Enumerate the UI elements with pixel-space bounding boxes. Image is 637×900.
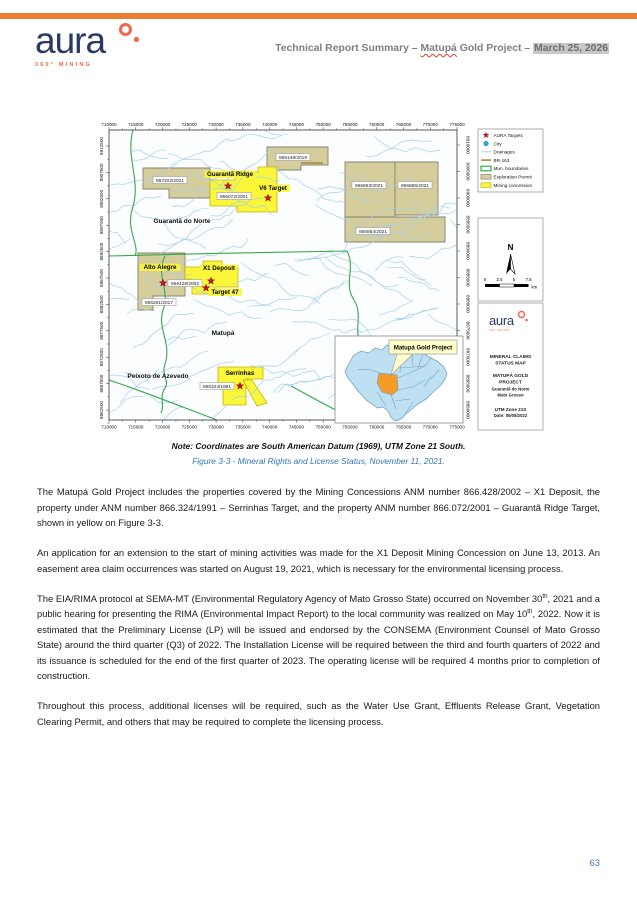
- scale-tick-label: 5: [512, 277, 516, 282]
- municipality-label: Peixoto de Azevedo: [127, 373, 189, 380]
- paragraph-4: Throughout this process, additional licenses will be required, such as the Water Use Grant, Effluents Release Grant, Vegetation Clearing Permit, and others that may be required to complete the licensing process.: [37, 700, 600, 727]
- svg-text:8895000: 8895000: [465, 215, 471, 234]
- scale-tick-label: 2.5: [496, 277, 503, 282]
- svg-text:8867500: 8867500: [99, 374, 104, 393]
- claim-number-label: 866324/1991: [202, 384, 232, 390]
- figure-map: [95, 118, 545, 433]
- svg-text:735000: 735000: [235, 122, 251, 127]
- svg-text:740000: 740000: [261, 424, 278, 430]
- svg-text:8905000: 8905000: [465, 162, 471, 181]
- legend-label: BR-163: [493, 157, 510, 163]
- legend-label: Exploration Permit: [493, 174, 532, 180]
- map-title-line: PROJECT: [499, 380, 522, 386]
- svg-text:760000: 760000: [369, 424, 385, 430]
- target-label: Alto Alegre: [143, 264, 177, 271]
- svg-text:720000: 720000: [154, 424, 171, 430]
- legend-city-icon: [484, 141, 489, 146]
- svg-text:8910000: 8910000: [465, 136, 471, 154]
- north-scale-panel: [478, 218, 543, 301]
- scale-unit-label: km: [531, 284, 538, 290]
- claim-number-label: 866428/2002: [170, 281, 200, 287]
- header-title-prefix: Technical Report Summary –: [275, 43, 421, 54]
- svg-text:8872500: 8872500: [99, 348, 104, 367]
- svg-text:8865000: 8865000: [465, 374, 471, 393]
- svg-text:8880000: 8880000: [465, 295, 471, 313]
- svg-text:8887500: 8887500: [99, 269, 104, 287]
- body-text: [37, 484, 600, 744]
- svg-text:750000: 750000: [315, 122, 331, 127]
- svg-text:735000: 735000: [235, 424, 251, 430]
- svg-text:8890000: 8890000: [465, 242, 471, 260]
- ordinal-suffix: th: [542, 592, 548, 600]
- legend-label: City: [493, 141, 502, 147]
- target-label: X1 Deposit: [203, 265, 235, 272]
- municipality-label: Guarantã do Norte: [153, 218, 211, 225]
- header-title: [275, 43, 609, 54]
- page-number: 63: [589, 858, 600, 869]
- scale-tick-label: 0: [483, 277, 487, 282]
- svg-text:775000: 775000: [449, 424, 465, 430]
- claim-number-label: 866261/2017: [144, 300, 174, 306]
- svg-text:730000: 730000: [208, 122, 224, 127]
- map-legend: [478, 129, 543, 192]
- claim-number-label: 866865/2021: [400, 183, 430, 189]
- legend-label: Mun. boundaries: [493, 166, 529, 172]
- claim-number-label: 867202/2021: [155, 178, 185, 184]
- svg-text:8892500: 8892500: [99, 242, 104, 261]
- claim-number-label: 866072/2001: [219, 194, 249, 200]
- svg-text:775000: 775000: [449, 122, 465, 127]
- paragraph-1: The Matupá Gold Project includes the properties covered by the Mining Concessions ANM number 866.428/2002 – X1 Deposit, the property under ANM number 866.324/1991 – Serrinhas Target, and the property ANM number 866.072/2001 – Guarantã Ridge Target, shown in yellow on Figure 3-3.: [37, 486, 600, 528]
- aura-logo-tagline: 360° MINING: [35, 62, 92, 68]
- map-title-line: STATUS MAP: [495, 361, 526, 367]
- svg-text:715000: 715000: [128, 122, 144, 127]
- svg-text:740000: 740000: [261, 122, 278, 127]
- svg-text:8900000: 8900000: [465, 189, 471, 207]
- aura-logo-ring-icon: [119, 23, 132, 36]
- legend-label: AURA Targets: [493, 133, 523, 138]
- paragraph-3-a: The EIA/RIMA protocol at SEMA-MT (Environmental Regulatory Agency of Mato Grosso State) occurred on November 30: [37, 592, 543, 604]
- svg-text:8870000: 8870000: [465, 348, 471, 366]
- legend-label: Mining concession: [493, 182, 533, 188]
- svg-text:8860000: 8860000: [465, 401, 471, 419]
- svg-text:8885000: 8885000: [465, 268, 471, 287]
- scale-tick-label: 7.5: [525, 277, 532, 282]
- svg-text:755000: 755000: [342, 424, 358, 430]
- target-label: Guarantã Ridge: [206, 171, 254, 178]
- svg-text:770000: 770000: [422, 122, 438, 127]
- map-title-line: MINERAL CLAIMS: [489, 355, 532, 360]
- header-title-date: March 25, 2026: [534, 43, 608, 54]
- svg-text:710000: 710000: [101, 424, 117, 430]
- svg-text:725000: 725000: [181, 122, 197, 127]
- svg-text:720000: 720000: [154, 122, 171, 127]
- map-logo-tagline: 360° MINING: [489, 329, 510, 332]
- figure-caption: Figure 3-3 - Mineral Rights and License Status, November 11, 2021.: [192, 456, 445, 466]
- legend-mining-concession-icon: [481, 183, 491, 188]
- svg-text:8902500: 8902500: [99, 189, 104, 208]
- svg-text:8907500: 8907500: [99, 163, 104, 182]
- paragraph-3-c: , 2022. Now it is estimated that the Preliminary License (LP) will be issued and endorsed by the CONSEMA (Environment Counsel of Mato Grosso State) around the third quarter (Q3) of 2022. The Installation License will be required between the third and fourth quarters of 2022 and its issuance is scheduled for the end of the first quarter of 2023. The operating license will be required 4 months prior to completion of construction.: [37, 608, 600, 681]
- target-label: V6 Target: [259, 185, 287, 192]
- legend-mun-boundaries-icon: [481, 166, 491, 171]
- svg-text:730000: 730000: [208, 424, 224, 430]
- figure-note: Note: Coordinates are South American Datum (1969), UTM Zone 21 South.: [171, 441, 466, 451]
- svg-text:745000: 745000: [288, 424, 305, 430]
- aura-logo-text: aura: [35, 20, 106, 61]
- svg-text:8912500: 8912500: [99, 137, 104, 155]
- map-title-line: UTM Zone 21S: [494, 407, 527, 412]
- svg-text:750000: 750000: [315, 424, 331, 430]
- svg-text:770000: 770000: [422, 424, 438, 430]
- svg-text:8877500: 8877500: [99, 321, 104, 340]
- map-logo-text: aura: [489, 313, 514, 328]
- target-label: Serrinhas: [225, 370, 255, 377]
- claim-number-label: 866864/2021: [358, 229, 388, 235]
- brazil-inset-map: [335, 336, 463, 423]
- svg-text:8862500: 8862500: [99, 401, 104, 419]
- svg-text:8875000: 8875000: [465, 321, 471, 340]
- svg-text:725000: 725000: [181, 424, 197, 430]
- target-label: Target 47: [211, 289, 239, 296]
- ordinal-suffix: th: [527, 607, 533, 615]
- legend-label: Drainages: [493, 149, 515, 155]
- paragraph-2: An application for an extension to the start of mining activities was made for the X1 Deposit Mining Concession on June 13, 2013. An easement area claim occurrences was started on August 19, 2021, which is necessary for the environmental licensing process.: [37, 547, 600, 574]
- claim-number-label: 866149/2019: [278, 155, 308, 161]
- map-title-line: Guarantã do Norte: [491, 386, 530, 392]
- inset-callout-label: Matupá Gold Project: [393, 345, 453, 352]
- aura-logo: [35, 22, 155, 74]
- header-accent-bar: [0, 13, 637, 19]
- map-title-line: MATUPÁ GOLD: [492, 374, 529, 379]
- svg-text:8897500: 8897500: [99, 216, 104, 235]
- svg-text:765000: 765000: [395, 122, 412, 127]
- header-title-mid: Gold Project –: [456, 43, 534, 54]
- map-title-line: Mato Grosso: [497, 392, 524, 398]
- header-title-project: Matupá: [420, 43, 457, 54]
- svg-text:760000: 760000: [369, 122, 385, 127]
- paragraph-3: [37, 591, 600, 684]
- svg-text:745000: 745000: [288, 122, 305, 127]
- mineral-claims-map-svg: [95, 118, 545, 433]
- claim-number-label: 866863/2021: [354, 183, 384, 189]
- svg-text:710000: 710000: [101, 122, 117, 127]
- paragraph-3-b: , 2021 and a public hearing for presenting the RIMA (Environmental Impact Report) to the local community was realized on May 10: [37, 592, 600, 619]
- map-logo-dot-icon: [525, 319, 528, 322]
- north-label: N: [507, 243, 514, 252]
- municipality-label: Matupá: [211, 330, 235, 337]
- svg-text:715000: 715000: [128, 424, 144, 430]
- map-title-line: Date: 06/08/2022: [493, 413, 528, 418]
- svg-text:8882500: 8882500: [99, 295, 104, 314]
- legend-exploration-permit-icon: [481, 175, 491, 180]
- map-title-block: [478, 303, 543, 430]
- svg-text:755000: 755000: [342, 122, 358, 127]
- svg-text:765000: 765000: [395, 424, 412, 430]
- aura-logo-dot-icon: [134, 37, 139, 42]
